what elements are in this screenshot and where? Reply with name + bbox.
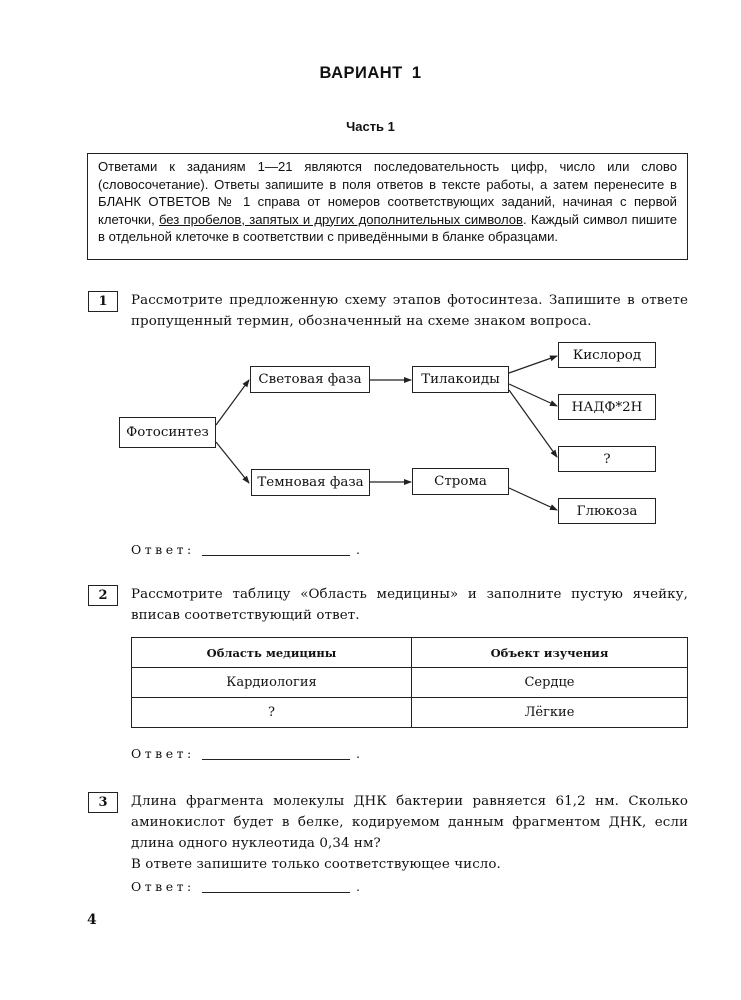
table-cell: Сердце bbox=[412, 668, 688, 698]
task-3-note: В ответе запишите только соответствующее число. bbox=[131, 857, 501, 872]
task-number-1: 1 bbox=[88, 291, 118, 312]
answer-dot: . bbox=[356, 879, 364, 894]
page-number: 4 bbox=[87, 912, 97, 928]
table-header-row bbox=[132, 638, 688, 668]
instructions-underlined-text: без пробелов, запятых и других дополнительных символов bbox=[158, 211, 524, 227]
answer-field-1[interactable] bbox=[131, 542, 364, 562]
answer-field-2[interactable] bbox=[131, 746, 364, 766]
table-header-field: Область медицины bbox=[132, 638, 412, 668]
part-title: Часть 1 bbox=[346, 119, 395, 134]
task-3-text: Длина фрагмента молекулы ДНК бактерии равняется 61,2 нм. Сколько аминокислот будет в белке, кодируемом данным фрагментом ДНК, если длина одного нуклеотида 0,34 нм? bbox=[131, 794, 688, 851]
answer-field-3[interactable] bbox=[131, 879, 364, 899]
answer-label: Ответ: bbox=[131, 746, 195, 761]
task-1-text: Рассмотрите предложенную схему этапов фотосинтеза. Запишите в ответе пропущенный термин, обозначенный на схеме знаком вопроса. bbox=[131, 293, 688, 329]
task-number-3: 3 bbox=[88, 792, 118, 813]
variant-title: ВАРИАНТ 1 bbox=[319, 64, 422, 82]
instructions-box bbox=[87, 153, 688, 260]
node-glucose: Глюкоза bbox=[558, 498, 656, 524]
instructions-text-end: . Каждый символ пишите в отдельной клеточке в соответствии с приведёнными в бланке образцами. bbox=[98, 211, 678, 244]
node-oxygen: Кислород bbox=[558, 342, 656, 368]
table-cell: Лёгкие bbox=[412, 698, 688, 728]
task-2-text: Рассмотрите таблицу «Область медицины» и заполните пустую ячейку, вписав соответствующий ответ. bbox=[131, 587, 688, 623]
node-nadph: НАДФ*2Н bbox=[558, 394, 656, 420]
answer-dot: . bbox=[356, 746, 364, 761]
node-stroma: Строма bbox=[412, 468, 509, 495]
node-light-phase: Световая фаза bbox=[250, 366, 370, 393]
medicine-table bbox=[131, 637, 688, 728]
instructions-text: Ответами к заданиям 1—21 являются последовательность цифр, число или слово (словосочетание). Ответы запишите в поля ответов в тексте работы, а затем перенесите в БЛАНК ОТВЕТОВ № 1 справа от номеров соответствующих заданий, начиная с первой клеточки, bbox=[98, 159, 677, 227]
answer-line[interactable] bbox=[202, 759, 350, 760]
table-row bbox=[132, 698, 688, 728]
answer-line[interactable] bbox=[202, 892, 350, 893]
answer-line[interactable] bbox=[202, 555, 350, 556]
node-photosynthesis: Фотосинтез bbox=[119, 417, 216, 448]
answer-dot: . bbox=[356, 542, 364, 557]
answer-label: Ответ: bbox=[131, 542, 195, 557]
table-cell-unknown: ? bbox=[132, 698, 412, 728]
table-cell: Кардиология bbox=[132, 668, 412, 698]
task-number-2: 2 bbox=[88, 585, 118, 606]
table-header-object: Объект изучения bbox=[412, 638, 688, 668]
node-thylakoids: Тилакоиды bbox=[412, 366, 509, 393]
node-unknown: ? bbox=[558, 446, 656, 472]
table-row bbox=[132, 668, 688, 698]
node-dark-phase: Темновая фаза bbox=[251, 469, 370, 496]
answer-label: Ответ: bbox=[131, 879, 195, 894]
